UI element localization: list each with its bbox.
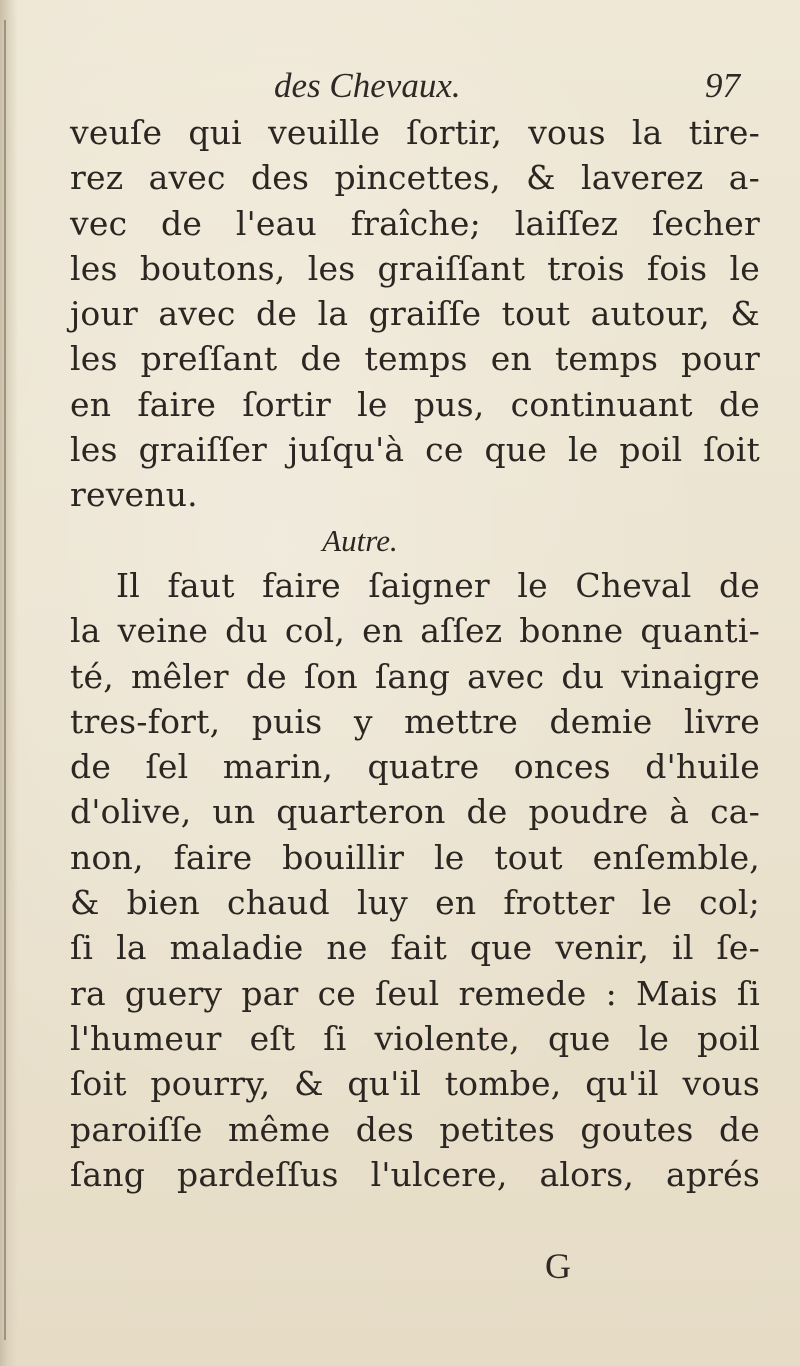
page-edge-line [4, 20, 6, 1340]
text-line: les boutons, les graiſſant trois fois le [70, 248, 760, 288]
text-line: revenu. [70, 475, 198, 515]
text-line: tres-fort, puis y mettre demie livre [70, 701, 760, 741]
text-line: la veine du col, en aſſez bonne quanti- [70, 611, 760, 651]
text-line: & bien chaud luy en frotter le col; [70, 883, 760, 923]
text-line: Il faut faire ſaigner le Cheval de [116, 565, 760, 605]
text-line: ſi la maladie ne fait que venir, il ſe- [70, 928, 760, 968]
text-line: ſoit pourry, & qu'il tombe, qu'il vous [70, 1064, 760, 1104]
text-line: les graiſſer juſqu'à ce que le poil ſoit [70, 430, 760, 470]
text-line: veuſe qui veuille ſortir, vous la tire- [70, 113, 760, 152]
running-title: des Chevaux. [274, 66, 461, 105]
binding-shadow [0, 0, 18, 1366]
text-line: les preſſant de temps en temps pour [70, 339, 760, 379]
text-line: ra guery par ce ſeul remede : Mais ſi [70, 973, 760, 1013]
text-line: de ſel marin, quatre onces d'huile [70, 747, 760, 787]
text-line: non, faire bouillir le tout enſemble, [70, 837, 760, 877]
text-line: en faire ſortir le pus, continuant de [70, 384, 760, 424]
text-line: d'olive, un quarteron de poudre à ca- [70, 792, 760, 832]
text-line: jour avec de la graiſſe tout autour, & [70, 294, 760, 334]
text-line: l'humeur eſt ſi violente, que le poil [70, 1018, 760, 1058]
text-line: té, mêler de ſon ſang avec du vinaigre [70, 656, 760, 696]
text-line: ſang pardeſſus l'ulcere, alors, aprés [70, 1154, 760, 1194]
running-head [64, 64, 744, 112]
section-heading: Autre. [322, 522, 398, 558]
text-line: vec de l'eau fraîche; laiſſez ſecher [70, 203, 760, 243]
paragraph-2 [70, 563, 760, 1197]
signature-mark: G [545, 1246, 571, 1286]
page-number: 97 [705, 66, 740, 105]
paragraph-1 [70, 110, 760, 518]
text-line: paroiſſe même des petites goutes de [70, 1109, 760, 1149]
text-line: rez avec des pincettes, & laverez a- [70, 158, 760, 198]
body-text [70, 110, 760, 1197]
